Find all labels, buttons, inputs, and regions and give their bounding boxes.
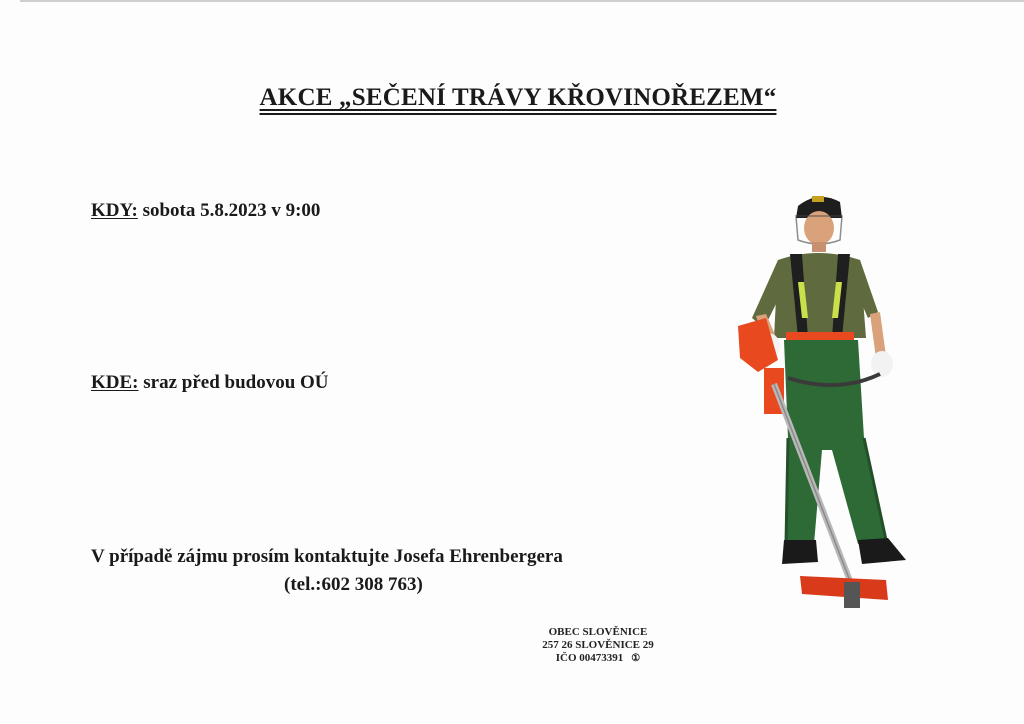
contact-line: V případě zájmu prosím kontaktujte Josefa Ehrenbergera (91, 546, 563, 567)
municipal-stamp (528, 626, 668, 665)
page-title-text: AKCE „SEČENÍ TRÁVY KŘOVINOŘEZEM“ (259, 84, 777, 111)
stamp-line-2: 257 26 SLOVĚNICE 29 (542, 639, 654, 651)
when-value: sobota 5.8.2023 v 9:00 (137, 200, 321, 221)
brushcutter-worker-illustration (728, 188, 918, 620)
when-row (91, 200, 320, 222)
when-label: KDY: (91, 200, 138, 221)
page-title (0, 84, 1024, 112)
stamp-ico: IČO 00473391 (555, 652, 624, 664)
stamp-line-1: OBEC SLOVĚNICE (548, 626, 648, 638)
where-row (91, 372, 329, 394)
where-label: KDE: (91, 372, 139, 393)
stamp-mark: ① (631, 653, 641, 664)
stamp-line-3 (528, 652, 668, 665)
contact-block (91, 543, 651, 599)
where-value: sraz před budovou OÚ (138, 372, 329, 393)
contact-phone: (tel.:602 308 763) (284, 574, 423, 595)
scan-edge-line (20, 0, 1024, 2)
